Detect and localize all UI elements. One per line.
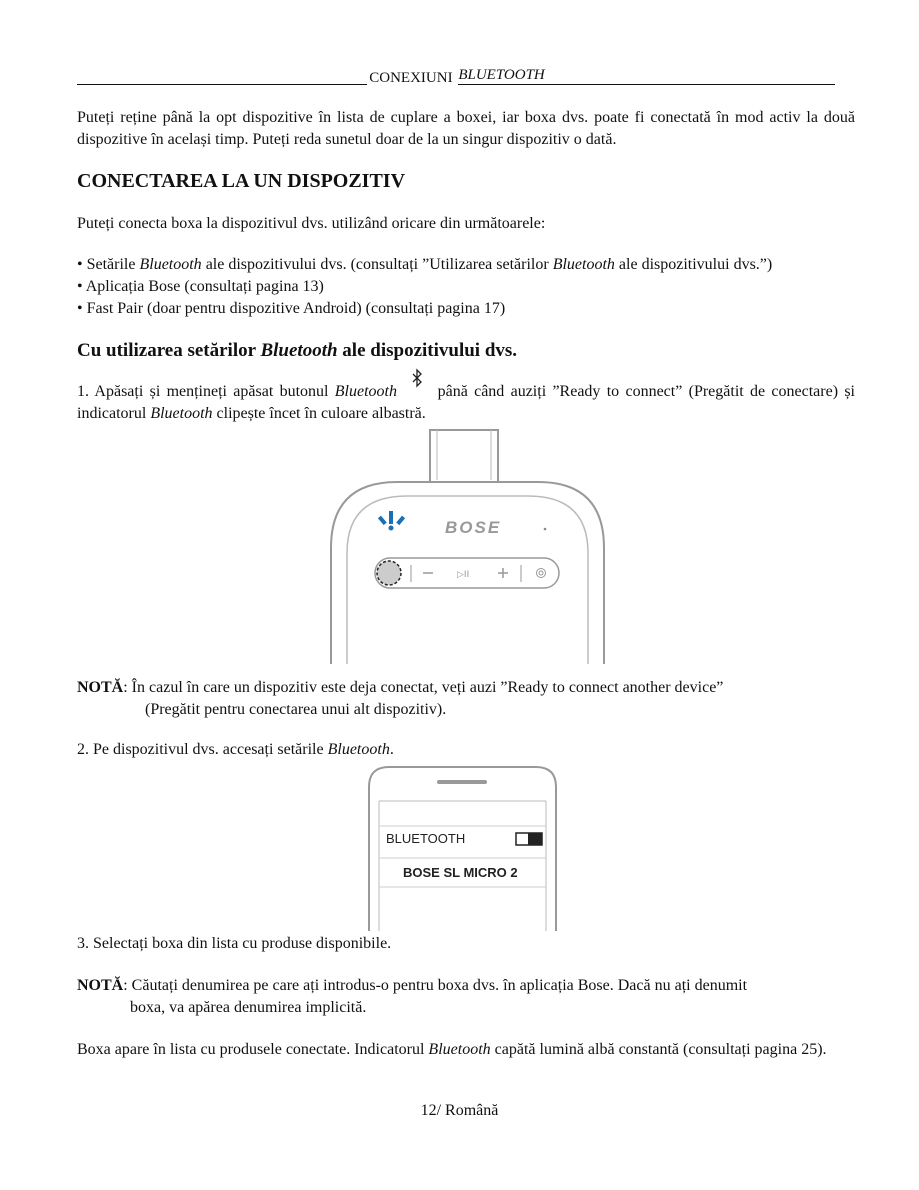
page-footer: 12/ Română [420,1102,499,1119]
bullet-italic: Bluetooth [552,256,615,273]
running-header [77,64,835,85]
bluetooth-icon [411,368,423,390]
step-italic: Bluetooth [334,383,397,400]
final-italic: Bluetooth [428,1041,491,1058]
bullet-text: ale dispozitivului dvs.”) [614,256,773,273]
bluetooth-button [377,561,401,585]
bose-logo: BOSE [445,518,502,537]
step-italic: Bluetooth [327,741,390,758]
bullet-list [77,254,855,320]
final-text: capătă lumină albă constantă (consultați pagina 25). [490,1041,827,1058]
bullet-text: ale dispozitivului dvs. (consultați ”Utilizarea setărilor [201,256,553,273]
note-1 [77,677,837,721]
note-text: : În cazul în care un dispozitiv este deja conectat, veți auzi ”Ready to connect another device” [123,679,724,696]
bullet-italic: Bluetooth [139,256,202,273]
subsection-text: Cu utilizarea setărilor [77,340,261,361]
bluetooth-setting-label: BLUETOOTH [386,831,466,846]
section-title: CONECTAREA LA UN DISPOZITIV [77,170,406,192]
note-2 [77,975,837,1019]
step-italic: Bluetooth [150,405,213,422]
final-text: Boxa apare în lista cu produsele conectate. Indicatorul [77,1041,429,1058]
subsection-italic: Bluetooth [260,340,338,361]
step-text: 2. Pe dispozitivul dvs. accesați setările [77,741,328,758]
bullet-item: • Fast Pair (doar pentru dispozitive Android) (consultați pagina 17) [77,300,506,317]
subsection-title [77,340,517,362]
header-italic: BLUETOOTH [458,67,545,83]
step-1 [77,376,855,425]
play-pause-icon: ▷II [457,570,470,580]
step-text: clipește încet în culoare albastră. [212,405,426,422]
subsection-text: ale dispozitivului dvs. [337,340,518,361]
device-list-item: BOSE SL MICRO 2 [403,865,518,880]
note-text: (Pregătit pentru conectarea unui alt dispozitiv). [145,701,447,718]
final-paragraph [77,1039,855,1061]
section-intro: Puteți conecta boxa la dispozitivul dvs. utilizând oricare din următoarele: [77,215,546,232]
phone-speaker [437,780,487,784]
step-text: până când auziți ”Ready to connect” (Pregătit de conectare) și indicatorul [77,383,855,422]
note-label: NOTĂ [77,679,124,696]
step-text: 1. Apăsați și mențineți apăsat butonul [77,383,335,400]
intro-paragraph: Puteți reține până la opt dispozitive în lista de cuplare a boxei, iar boxa dvs. poate fi conectată în mod activ la două dispozitive în același timp. Puteți reda sunetul doar de la un singur dispozitiv o dată. [77,109,855,148]
bullet-item: • Aplicația Bose (consultați pagina 13) [77,278,324,295]
phone-illustration [367,765,558,931]
toggle-switch [516,833,542,845]
speaker-illustration [325,428,610,664]
step-3: 3. Selectați boxa din lista cu produse disponibile. [77,935,392,952]
bullet-item [77,254,855,276]
note-text: boxa, va apărea denumirea implicită. [130,999,367,1016]
bullet-text: • Setările [77,256,140,273]
step-2 [77,739,855,761]
step-text: . [389,741,394,758]
note-text: : Căutați denumirea pe care ați introdus-o pentru boxa dvs. în aplicația Bose. Dacă nu ați denumit [123,977,748,994]
note-label: NOTĂ [77,977,124,994]
header-prefix: CONEXIUNI [369,70,457,86]
